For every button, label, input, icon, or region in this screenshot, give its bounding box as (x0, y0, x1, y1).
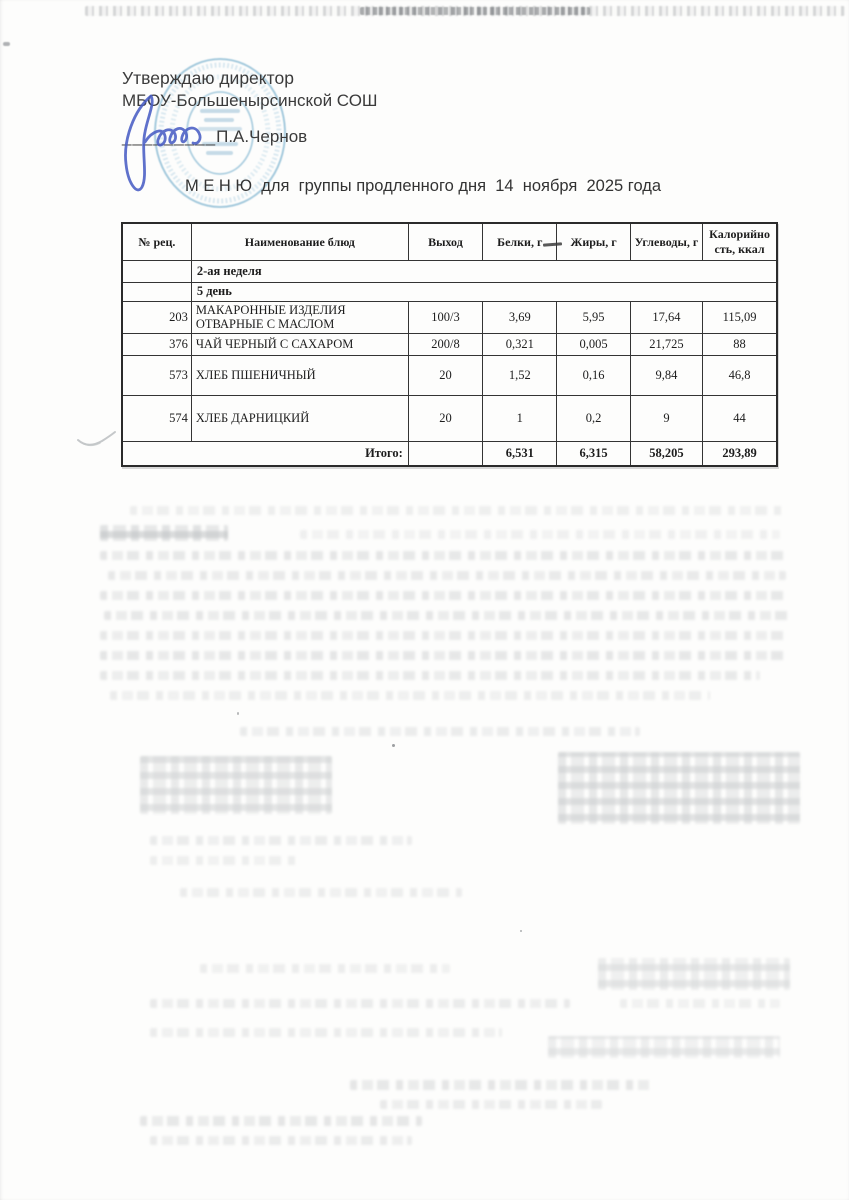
dish-name: МАКАРОННЫЕ ИЗДЕЛИЯ ОТВАРНЫЕ С МАСЛОМ (191, 301, 408, 334)
total-fat: 6,315 (557, 442, 630, 466)
total-kcal: 293,89 (703, 442, 777, 466)
scan-noise-band-dark (360, 7, 590, 15)
portion-value: 100/3 (408, 301, 482, 334)
kcal-value: 44 (703, 396, 777, 442)
header-kcal: Калорийно сть, ккал (703, 223, 777, 260)
empty-cell (122, 282, 191, 301)
scan-speck (3, 42, 10, 46)
bleedthrough-line (150, 1136, 412, 1145)
bleedthrough-line (150, 999, 570, 1008)
bleedthrough-block (100, 525, 228, 541)
carbs-value: 17,64 (630, 301, 702, 334)
carbs-value: 9 (630, 396, 702, 442)
scan-speck (520, 930, 522, 932)
bleedthrough-line (150, 836, 412, 845)
bleedthrough-line (180, 888, 462, 897)
protein-value: 1,52 (483, 356, 557, 396)
dish-name: ХЛЕБ ПШЕНИЧНЫЙ (191, 356, 408, 396)
fat-value: 0,2 (557, 396, 630, 442)
total-label: Итого: (122, 442, 408, 466)
bleedthrough-line (150, 1028, 502, 1037)
fat-value: 0,16 (557, 356, 630, 396)
bleedthrough-line (140, 1116, 422, 1126)
header-carbs: Углеводы, г (630, 223, 702, 260)
kcal-value: 88 (703, 334, 777, 356)
bleedthrough-block (140, 756, 332, 814)
week-row (122, 260, 777, 282)
recipe-no: 376 (122, 334, 191, 356)
bleedthrough-line (150, 856, 300, 865)
protein-value: 0,321 (483, 334, 557, 356)
dish-row (122, 301, 777, 334)
day-label: 5 день (191, 282, 777, 301)
portion-value: 200/8 (408, 334, 482, 356)
empty-cell (408, 442, 482, 466)
header-dish-name: Наименование блюд (191, 223, 408, 260)
bleedthrough-line (100, 551, 788, 560)
recipe-no: 573 (122, 356, 191, 396)
total-protein: 6,531 (483, 442, 557, 466)
dish-row (122, 334, 777, 356)
menu-table-wrap (121, 222, 778, 467)
bleedthrough-line (108, 571, 786, 580)
header-fat: Жиры, г (557, 223, 630, 260)
menu-title: М Е Н Ю для группы продленного дня 14 ноября 2025 года (185, 177, 662, 195)
header-recipe-no: № рец. (122, 223, 191, 260)
bleedthrough-block (598, 958, 790, 990)
dish-name: ЧАЙ ЧЕРНЫЙ С САХАРОМ (191, 334, 408, 356)
recipe-no: 203 (122, 301, 191, 334)
carbs-value: 9,84 (630, 356, 702, 396)
total-row (122, 442, 777, 466)
approval-line-2: МБОУ-Большенырсинской СОШ (122, 91, 378, 110)
bleedthrough-line (110, 691, 710, 700)
total-carbs: 58,205 (630, 442, 702, 466)
bleedthrough-line (300, 530, 780, 539)
dish-name: ХЛЕБ ДАРНИЦКИЙ (191, 396, 408, 442)
bleedthrough-line (200, 964, 450, 973)
empty-cell (122, 260, 191, 282)
bleedthrough-block (558, 752, 800, 824)
bleedthrough-line (380, 1100, 602, 1109)
week-label: 2-ая неделя (191, 260, 777, 282)
bleedthrough-block (548, 1036, 780, 1058)
bleedthrough-line (240, 727, 640, 736)
bleedthrough-line (620, 999, 780, 1008)
table-header-row (122, 223, 777, 260)
approval-line-1: Утверждаю директор (122, 68, 294, 88)
kcal-value: 115,09 (703, 301, 777, 334)
bleedthrough-line (100, 651, 788, 660)
bleedthrough-line (100, 631, 788, 640)
bleedthrough-line (130, 506, 785, 515)
portion-value: 20 (408, 396, 482, 442)
scan-speck (392, 744, 395, 747)
signature-underline: _________ (122, 127, 217, 146)
carbs-value: 21,725 (630, 334, 702, 356)
director-signature (118, 90, 218, 205)
dish-row (122, 396, 777, 442)
kcal-value: 46,8 (703, 356, 777, 396)
fat-value: 0,005 (557, 334, 630, 356)
protein-value: 1 (483, 396, 557, 442)
menu-table (121, 222, 778, 467)
scan-speck (237, 712, 239, 715)
fat-value: 5,95 (557, 301, 630, 334)
header-protein: Белки, г (483, 223, 557, 260)
bleedthrough-line (350, 1080, 650, 1090)
day-row (122, 282, 777, 301)
bleedthrough-line (100, 671, 760, 680)
portion-value: 20 (408, 356, 482, 396)
bleedthrough-line (104, 611, 788, 620)
header-portion: Выход (408, 223, 482, 260)
dish-row (122, 356, 777, 396)
signer-name: П.А.Чернов (216, 127, 308, 146)
bleedthrough-line (100, 591, 788, 600)
recipe-no: 574 (122, 396, 191, 442)
protein-value: 3,69 (483, 301, 557, 334)
margin-pen-squiggle (74, 424, 118, 454)
